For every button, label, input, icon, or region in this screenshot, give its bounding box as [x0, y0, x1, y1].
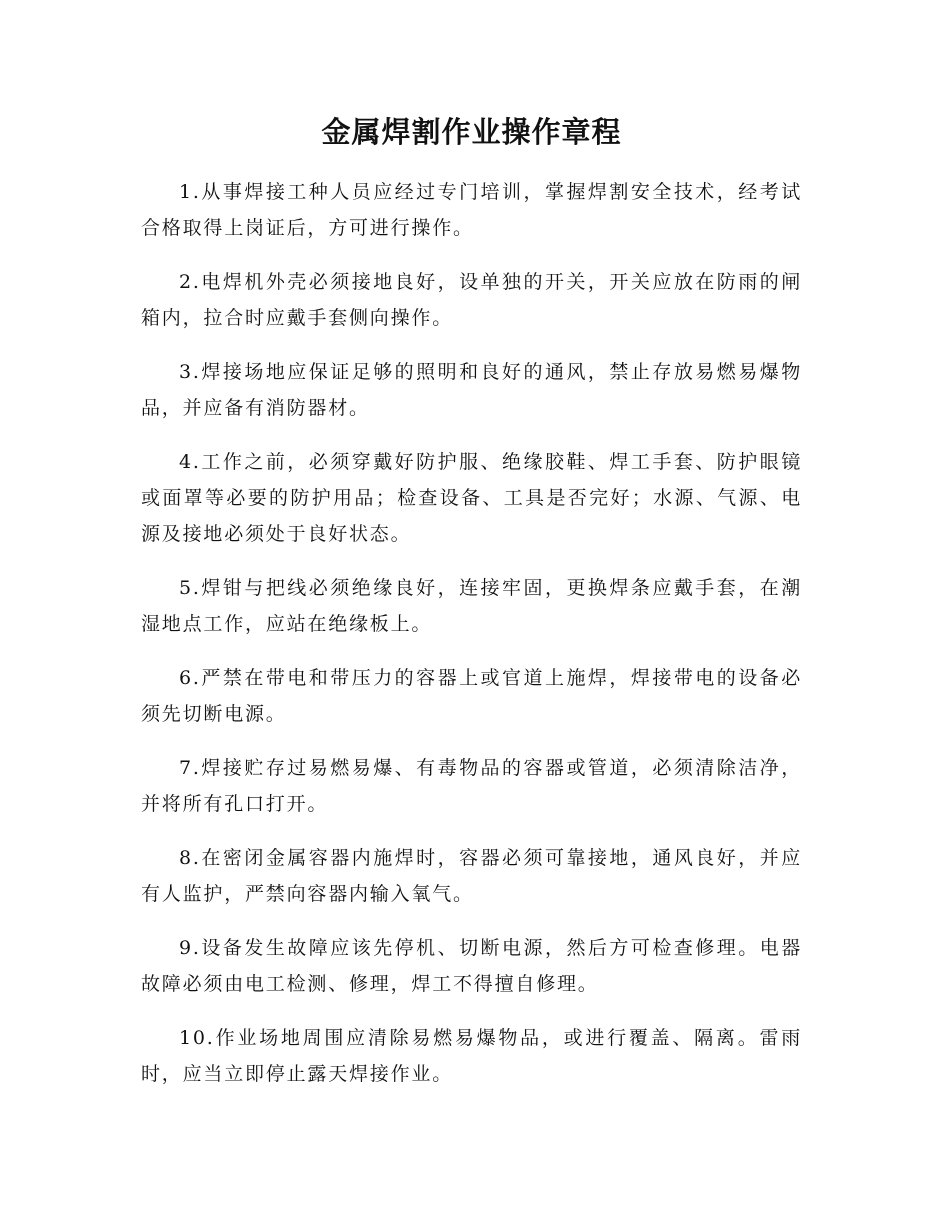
rule-item-5: 5.焊钳与把线必须绝缘良好，连接牢固，更换焊条应戴手套，在潮湿地点工作，应站在绝缘板上。: [141, 577, 802, 635]
document-title: 金属焊割作业操作章程: [321, 115, 622, 149]
rule-item-7: 7.焊接贮存过易燃易爆、有毒物品的容器或管道，必须清除洁净，并将所有孔口打开。: [141, 757, 802, 815]
rules-list: [141, 174, 802, 1092]
rule-item-3: 3.焊接场地应保证足够的照明和良好的通风，禁止存放易燃易爆物品，并应备有消防器材。: [141, 361, 802, 419]
rule-item-9: 9.设备发生故障应该先停机、切断电源，然后方可检查修理。电器故障必须由电工检测、修理，焊工不得擅自修理。: [141, 937, 802, 995]
rule-item-2: 2.电焊机外壳必须接地良好，设单独的开关，开关应放在防雨的闸箱内，拉合时应戴手套侧向操作。: [141, 271, 802, 329]
rule-item-4: 4.工作之前，必须穿戴好防护服、绝缘胶鞋、焊工手套、防护眼镜或面罩等必要的防护用品；检查设备、工具是否完好；水源、气源、电源及接地必须处于良好状态。: [141, 451, 802, 545]
rule-item-6: 6.严禁在带电和带压力的容器上或官道上施焊，焊接带电的设备必须先切断电源。: [141, 667, 802, 725]
rule-item-10: 10.作业场地周围应清除易燃易爆物品，或进行覆盖、隔离。雷雨时，应当立即停止露天焊接作业。: [141, 1027, 802, 1085]
rule-item-8: 8.在密闭金属容器内施焊时，容器必须可靠接地，通风良好，并应有人监护，严禁向容器内输入氧气。: [141, 847, 802, 905]
rule-item-1: 1.从事焊接工种人员应经过专门培训，掌握焊割安全技术，经考试合格取得上岗证后，方可进行操作。: [141, 181, 802, 239]
